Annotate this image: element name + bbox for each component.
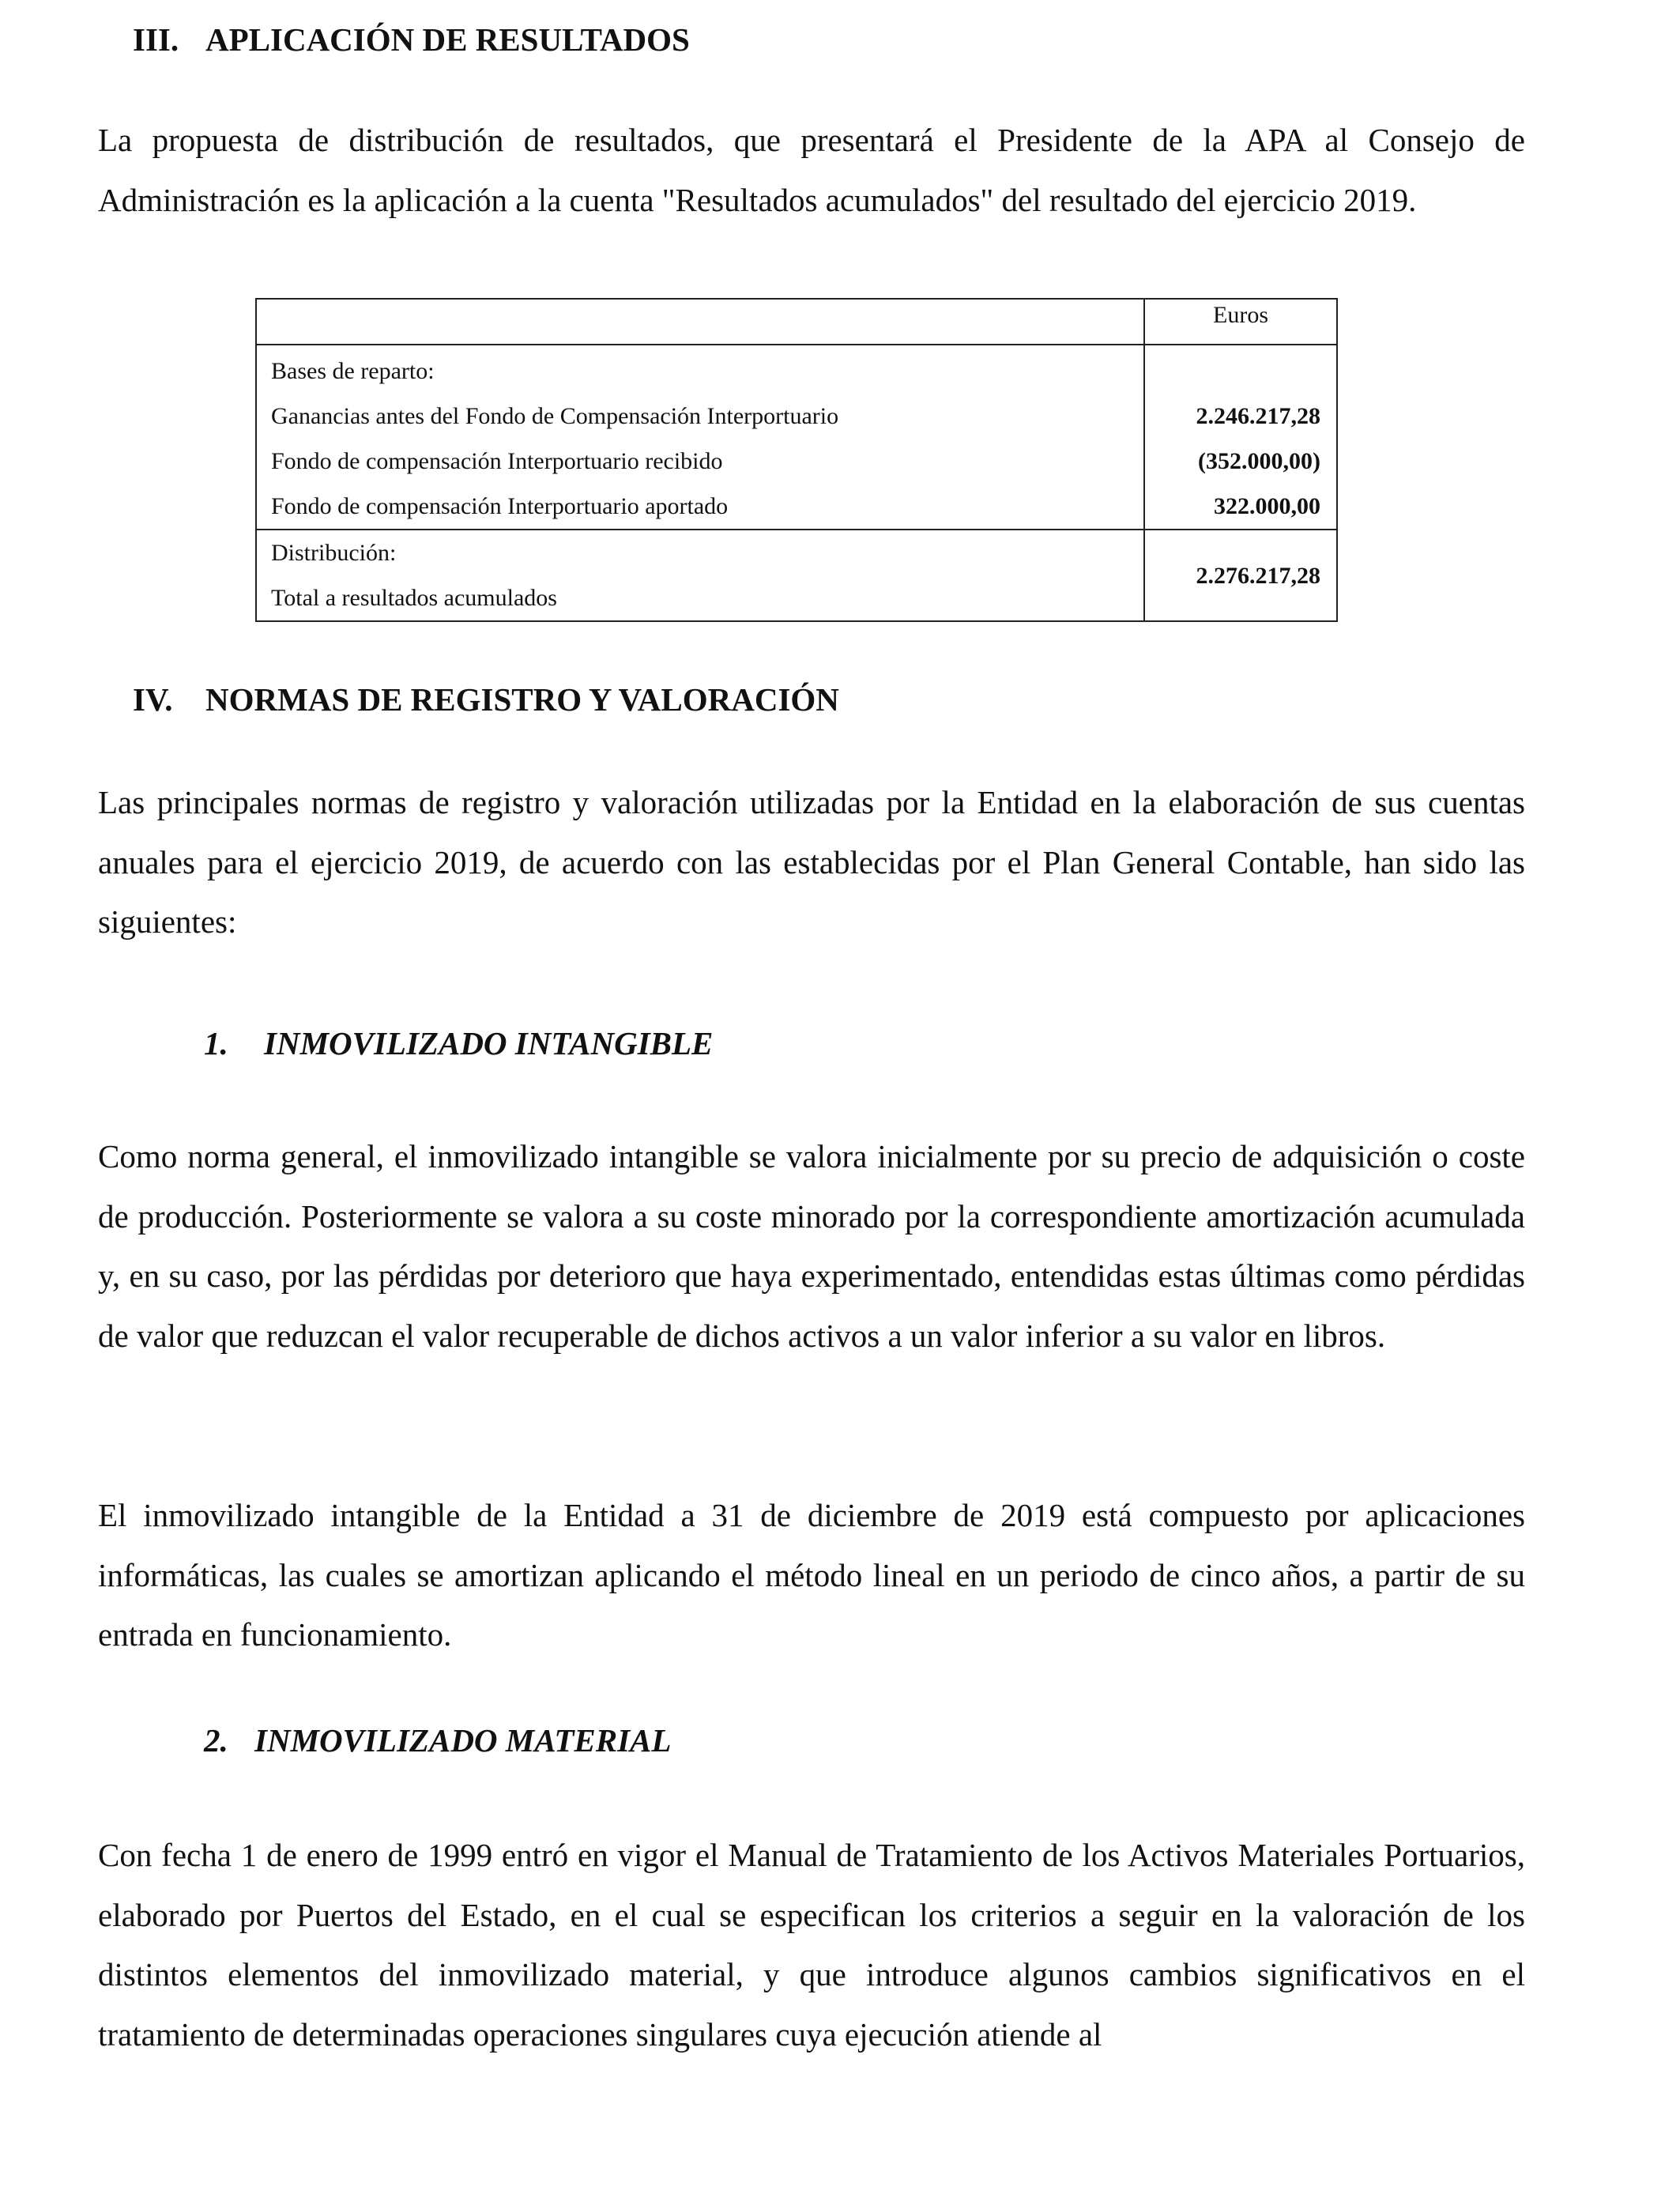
currency-header: Euros <box>1144 299 1337 345</box>
table-distribution-block <box>256 530 1337 621</box>
section-3-title: APLICACIÓN DE RESULTADOS <box>205 21 690 58</box>
bases-labels-cell <box>256 345 1144 530</box>
bases-amount-spacer <box>1145 349 1320 394</box>
distribution-labels-cell <box>256 530 1144 621</box>
subsection-2-number: 2. <box>204 1722 228 1759</box>
section-4-heading <box>133 680 839 719</box>
table-row-label: Ganancias antes del Fondo de Compensación Interportuario <box>271 403 839 429</box>
table-bases-block <box>256 345 1337 530</box>
section-4-title: NORMAS DE REGISTRO Y VALORACIÓN <box>205 681 839 718</box>
total-amount: 2.276.217,28 <box>1144 530 1337 621</box>
distribution-label: Distribución: <box>271 540 397 566</box>
table-header-empty-cell <box>256 299 1144 345</box>
table-row-amount: 322.000,00 <box>1214 493 1320 519</box>
table-row-amount: 2.246.217,28 <box>1196 403 1320 429</box>
total-label: Total a resultados acumulados <box>271 585 557 611</box>
section-4-number: IV. <box>133 681 173 718</box>
subsection-1-number: 1. <box>204 1025 228 1061</box>
subsection-2-heading <box>204 1721 671 1760</box>
table-row-amount: (352.000,00) <box>1198 448 1320 474</box>
bases-amounts-cell <box>1144 345 1337 530</box>
section-3-number: III. <box>133 21 179 58</box>
section-4-paragraph: Las principales normas de registro y valoración utilizadas por la Entidad en la elaboración de sus cuentas anuales para el ejercicio 2019, de acuerdo con las establecidas por el Plan General Contable, han sido las siguientes: <box>98 784 1525 940</box>
subsection-1-paragraph-1: Como norma general, el inmovilizado intangible se valora inicialmente por su precio de adquisición o coste de producción. Posteriormente se valora a su coste minorado por la correspondiente amortización acumulada y, en su caso, por las pérdidas por deterioro que haya experimentado, entendidas estas últimas como pérdidas de valor que reduzcan el valor recuperable de dichos activos a un valor inferior a su valor en libros. <box>98 1138 1525 1354</box>
subsection-1-heading <box>204 1023 713 1063</box>
bases-label: Bases de reparto: <box>271 358 435 384</box>
section-3-paragraph: La propuesta de distribución de resultados, que presentará el Presidente de la APA al Consejo de Administración es la aplicación a la cuenta "Resultados acumulados" del resultado del ejercicio 2019. <box>98 122 1525 218</box>
table-row-label: Fondo de compensación Interportuario recibido <box>271 448 723 474</box>
results-distribution-table <box>255 298 1338 622</box>
subsection-2-paragraph: Con fecha 1 de enero de 1999 entró en vigor el Manual de Tratamiento de los Activos Materiales Portuarios, elaborado por Puertos del Estado, en el cual se especifican los criterios a seguir en la valoración de los distintos elementos del inmovilizado material, y que introduce algunos cambios significativos en el tratamiento de determinadas operaciones singulares cuya ejecución atiende al <box>98 1837 1525 2053</box>
section-3-heading <box>133 20 690 59</box>
table-header-row <box>256 299 1337 345</box>
subsection-1-title: INMOVILIZADO INTANGIBLE <box>264 1025 714 1061</box>
table-row-label: Fondo de compensación Interportuario aportado <box>271 493 729 519</box>
subsection-1-paragraph-2: El inmovilizado intangible de la Entidad a 31 de diciembre de 2019 está compuesto por aplicaciones informáticas, las cuales se amortizan aplicando el método lineal en un periodo de cinco años, a partir de su entrada en funcionamiento. <box>98 1497 1525 1653</box>
subsection-2-title: INMOVILIZADO MATERIAL <box>254 1722 672 1759</box>
